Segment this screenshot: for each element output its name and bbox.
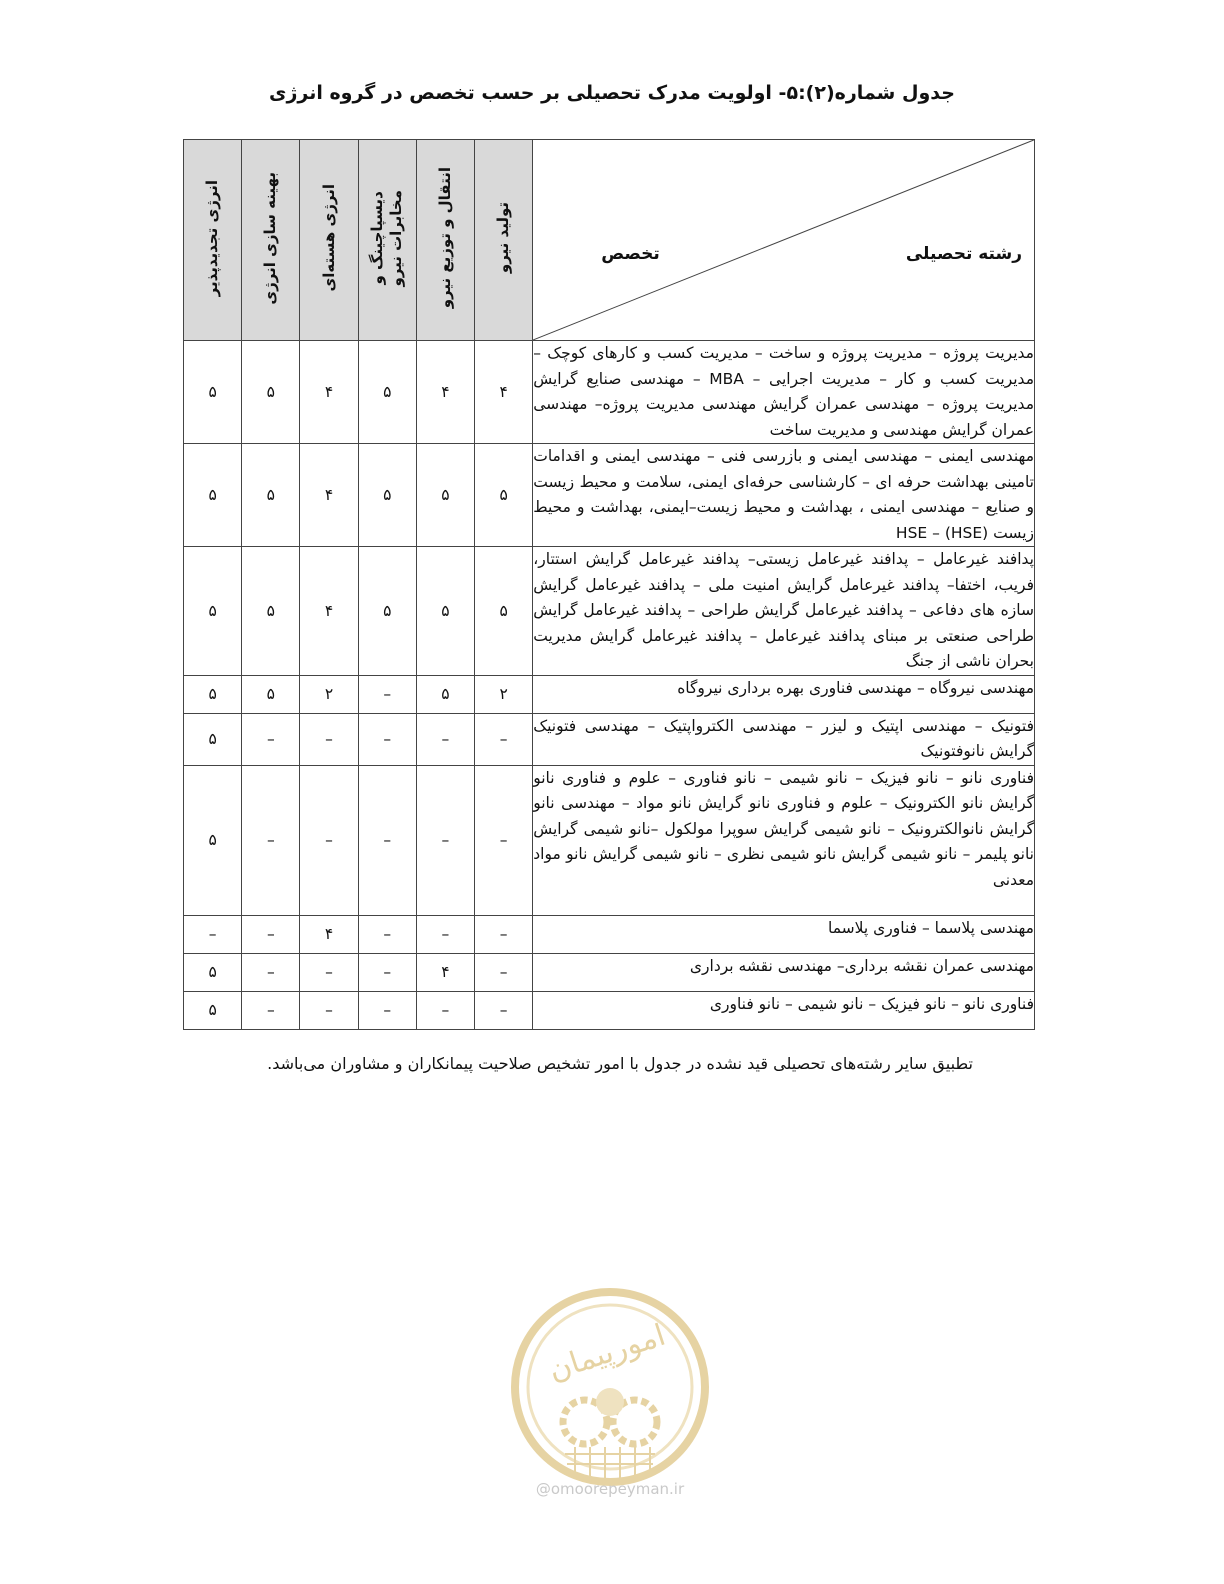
column-header-nuclear: انرژی هسته‌ای [300, 140, 358, 341]
table-row [184, 765, 1035, 915]
value-cell: ۴ [475, 341, 533, 444]
value-cell: ۵ [184, 341, 242, 444]
value-cell: – [300, 991, 358, 1029]
value-cell: – [475, 713, 533, 765]
field-cell: پدافند غیرعامل – پدافند غیرعامل زیستی– پدافند غیرعامل گرایش استتار، فریب، اختفا– پدافند غیرعامل گرایش امنیت ملی – پدافند غیرعامل گرایش سازه های دفاعی – پدافند غیرعامل گرایش طراحی – پدافند غیرعامل گرایش طراحی صنعتی بر مبنای پدافند غیرعامل – پدافند غیرعامل گرایش مدیریت بحران ناشی از جنگ [533, 547, 1035, 676]
column-header-transmission-distribution: انتقال و توزیع نیرو [416, 140, 474, 341]
value-cell: ۵ [242, 444, 300, 547]
table-row [184, 547, 1035, 676]
value-cell: – [475, 953, 533, 991]
table-row [184, 953, 1035, 991]
value-cell: ۵ [475, 547, 533, 676]
svg-text:امورپیمان: امورپیمان [544, 1317, 670, 1389]
value-cell: – [242, 713, 300, 765]
column-header-renewable: انرژی تجدیدپذیر [184, 140, 242, 341]
value-cell: – [416, 765, 474, 915]
value-cell: ۴ [300, 341, 358, 444]
value-cell: ۴ [300, 915, 358, 953]
field-cell: مدیریت پروژه – مدیریت پروژه و ساخت – مدیریت کسب و کارهای کوچک – مدیریت کسب و کار – مدیریت اجرایی – MBA – مهندسی صنایع گرایش مدیریت پروژه – مهندسی عمران گرایش مهندسی مدیریت پروژه– مهندسی عمران گرایش مهندسی و مدیریت ساخت [533, 341, 1035, 444]
value-cell: – [242, 991, 300, 1029]
value-cell: ۵ [242, 547, 300, 676]
value-cell: – [475, 991, 533, 1029]
footnote: تطبیق سایر رشته‌های تحصیلی قید نشده در جدول با امور تشخیص صلاحیت پیمانکاران و مشاوران می‌باشد. [267, 1054, 973, 1073]
field-cell: مهندسی عمران نقشه برداری– مهندسی نقشه برداری [533, 953, 1035, 991]
value-cell: – [242, 915, 300, 953]
value-cell: ۲ [475, 675, 533, 713]
value-cell: ۵ [416, 675, 474, 713]
value-cell: ۴ [416, 953, 474, 991]
table-header-row [184, 140, 1035, 341]
value-cell: ۴ [300, 547, 358, 676]
value-cell: ۵ [358, 444, 416, 547]
value-cell: ۵ [184, 991, 242, 1029]
diagonal-divider [533, 140, 1034, 340]
field-cell: مهندسی نیروگاه – مهندسی فناوری بهره برداری نیروگاه [533, 675, 1035, 713]
field-column-label: رشته تحصیلی [905, 244, 1022, 264]
specialty-column-label: تخصص [601, 244, 660, 264]
value-cell: ۵ [475, 444, 533, 547]
table-row [184, 915, 1035, 953]
value-cell: ۵ [184, 765, 242, 915]
value-cell: – [300, 953, 358, 991]
value-cell: ۵ [184, 675, 242, 713]
field-cell: فناوری نانو – نانو فیزیک – نانو شیمی – نانو فناوری – علوم و فناوری نانو گرایش نانو الکترونیک – علوم و فناوری نانو گرایش نانو مواد – مهندسی نانو گرایش نانوالکترونیک – نانو شیمی گرایش سوپرا مولکول –نانو شیمی گرایش نانو پلیمر – نانو شیمی گرایش نانو شیمی نظری – نانو شیمی گرایش نانو مواد معدنی [533, 765, 1035, 915]
field-cell: مهندسی ایمنی – مهندسی ایمنی و بازرسی فنی – مهندسی ایمنی و اقدامات تامینی بهداشت حرفه ای – کارشناسی حرفه‌ای ایمنی، سلامت و محیط زیست و صنایع – مهندسی ایمنی ، بهداشت و محیط زیست–ایمنی، بهداشت و محیط زیست (HSE) – HSE [533, 444, 1035, 547]
value-cell: – [416, 991, 474, 1029]
field-cell: مهندسی پلاسما – فناوری پلاسما [533, 915, 1035, 953]
table-title: جدول شماره(۲):۵- اولویت مدرک تحصیلی بر حسب تخصص در گروه انرژی [269, 82, 955, 104]
value-cell: ۵ [416, 444, 474, 547]
value-cell: – [358, 953, 416, 991]
value-cell: ۵ [184, 953, 242, 991]
priority-table [183, 139, 1035, 1030]
value-cell: ۴ [300, 444, 358, 547]
corner-header-cell [533, 140, 1035, 341]
value-cell: – [416, 915, 474, 953]
value-cell: – [416, 713, 474, 765]
value-cell: – [358, 713, 416, 765]
value-cell: ۵ [242, 675, 300, 713]
field-cell: فتونیک – مهندسی اپتیک و لیزر – مهندسی الکترواپتیک – مهندسی فتونیک گرایش نانوفتونیک [533, 713, 1035, 765]
table-row [184, 991, 1035, 1029]
table-row [184, 675, 1035, 713]
value-cell: ۵ [242, 341, 300, 444]
value-cell: – [242, 765, 300, 915]
value-cell: – [475, 915, 533, 953]
value-cell: ۵ [358, 547, 416, 676]
value-cell: ۵ [416, 547, 474, 676]
column-header-power-generation: تولید نیرو [475, 140, 533, 341]
value-cell: ۵ [184, 547, 242, 676]
value-cell: – [358, 991, 416, 1029]
value-cell: – [300, 765, 358, 915]
value-cell: – [358, 915, 416, 953]
value-cell: ۲ [300, 675, 358, 713]
value-cell: – [184, 915, 242, 953]
value-cell: – [475, 765, 533, 915]
value-cell: ۴ [416, 341, 474, 444]
value-cell: ۵ [184, 713, 242, 765]
value-cell: – [300, 713, 358, 765]
table-row [184, 444, 1035, 547]
value-cell: – [358, 675, 416, 713]
value-cell: ۵ [184, 444, 242, 547]
value-cell: ۵ [358, 341, 416, 444]
watermark-url: @omoorepeyman.ir [535, 1480, 685, 1498]
value-cell: – [242, 953, 300, 991]
table-row [184, 713, 1035, 765]
table-row [184, 341, 1035, 444]
column-header-optimization: بهینه سازی انرژی [242, 140, 300, 341]
value-cell: – [358, 765, 416, 915]
field-cell: فناوری نانو – نانو فیزیک – نانو شیمی – نانو فناوری [533, 991, 1035, 1029]
column-header-dispatching: دیسپاچینگ و مخابرات نیرو [358, 140, 416, 341]
